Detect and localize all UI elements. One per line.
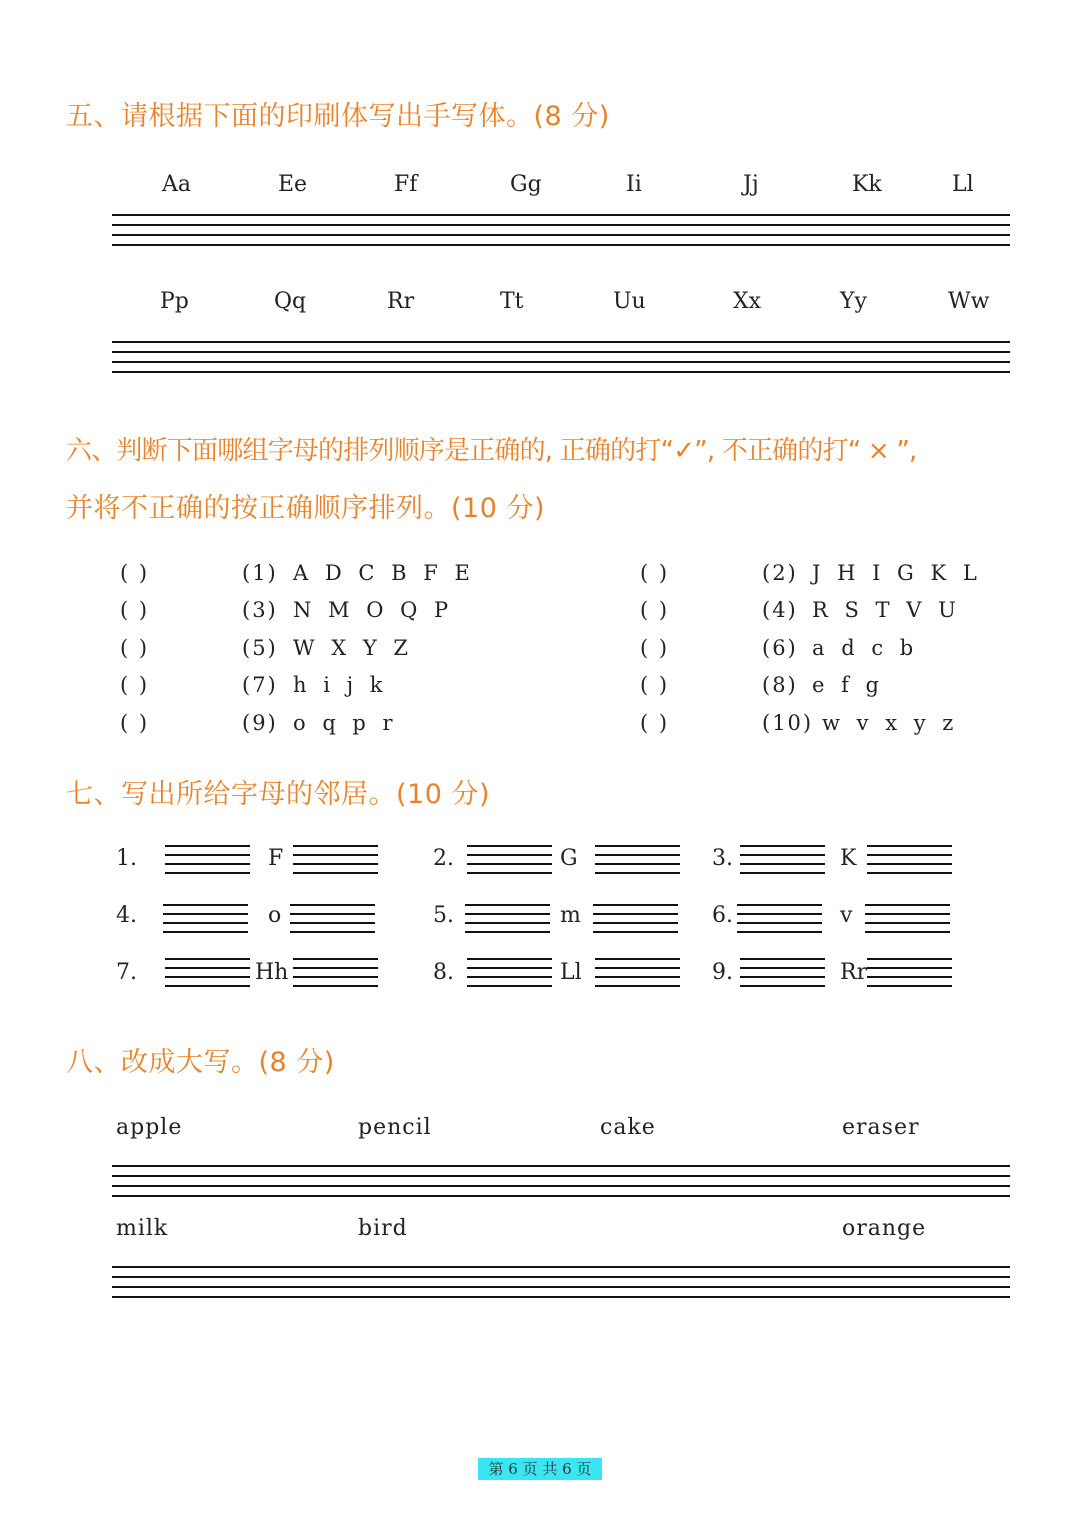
letter-sequence: R S T V U	[812, 598, 958, 622]
item-number: 7.	[116, 960, 137, 985]
item-label: (6)	[762, 636, 798, 660]
answer-paren[interactable]: ( )	[120, 673, 150, 697]
section-6-title-cont: 并将不正确的按正确顺序排列。(10 分)	[66, 493, 546, 524]
word: bird	[358, 1216, 408, 1241]
word: apple	[116, 1115, 183, 1140]
print-letter: Ii	[626, 172, 642, 197]
left-neighbor-lines[interactable]	[467, 845, 552, 875]
right-neighbor-lines[interactable]	[595, 958, 680, 988]
item-number: 4.	[116, 903, 137, 928]
print-letter: Ll	[952, 172, 974, 197]
print-letter: Pp	[160, 289, 189, 314]
given-letter: G	[560, 846, 578, 871]
item-number: 2.	[433, 846, 454, 871]
right-neighbor-lines[interactable]	[867, 845, 952, 875]
section-7-title: 七、写出所给字母的邻居。(10 分)	[66, 779, 491, 810]
answer-paren[interactable]: ( )	[640, 636, 670, 660]
left-neighbor-lines[interactable]	[165, 845, 250, 875]
given-letter: K	[840, 846, 857, 871]
print-letter: Aa	[162, 172, 192, 197]
print-letter: Xx	[733, 289, 762, 314]
answer-paren[interactable]: ( )	[120, 598, 150, 622]
writing-lines[interactable]	[112, 1165, 1010, 1199]
item-label: (2)	[762, 561, 798, 585]
section-5-title: 五、请根据下面的印刷体写出手写体。(8 分)	[66, 101, 610, 132]
letter-sequence: A D C B F E	[293, 561, 472, 585]
print-letter: Uu	[613, 289, 646, 314]
item-number: 3.	[712, 846, 733, 871]
print-letter: Gg	[510, 172, 542, 197]
right-neighbor-lines[interactable]	[293, 845, 378, 875]
word: cake	[600, 1115, 656, 1140]
answer-paren[interactable]: ( )	[120, 636, 150, 660]
word: milk	[116, 1216, 169, 1241]
item-label: (4)	[762, 598, 798, 622]
section-6-title: 六、判断下面哪组字母的排列顺序是正确的, 正确的打“✓”, 不正确的打“ × ”,	[66, 436, 917, 466]
print-letter: Ff	[394, 172, 418, 197]
given-letter: F	[268, 846, 284, 871]
right-neighbor-lines[interactable]	[865, 904, 950, 934]
print-letter: Qq	[274, 289, 307, 314]
letter-sequence: J H I G K L	[812, 561, 979, 585]
word: eraser	[842, 1115, 920, 1140]
answer-paren[interactable]: ( )	[640, 561, 670, 585]
right-neighbor-lines[interactable]	[293, 958, 378, 988]
letter-sequence: a d c b	[812, 636, 916, 660]
word: pencil	[358, 1115, 432, 1140]
left-neighbor-lines[interactable]	[163, 904, 248, 934]
letter-sequence: e f g	[812, 673, 881, 697]
item-label: (10)	[762, 711, 814, 735]
item-label: (3)	[242, 598, 278, 622]
print-letter: Tt	[500, 289, 524, 314]
print-letter: Ww	[948, 289, 990, 314]
item-label: (5)	[242, 636, 278, 660]
given-letter: v	[840, 903, 853, 928]
right-neighbor-lines[interactable]	[595, 845, 680, 875]
item-label: (8)	[762, 673, 798, 697]
given-letter: Rr	[840, 960, 868, 985]
item-number: 6.	[712, 903, 733, 928]
letter-sequence: o q p r	[293, 711, 395, 735]
writing-lines[interactable]	[112, 341, 1010, 375]
print-letter: Rr	[387, 289, 415, 314]
left-neighbor-lines[interactable]	[467, 958, 552, 988]
right-neighbor-lines[interactable]	[867, 958, 952, 988]
print-letter: Ee	[278, 172, 308, 197]
writing-lines[interactable]	[112, 214, 1010, 248]
answer-paren[interactable]: ( )	[640, 711, 670, 735]
answer-paren[interactable]: ( )	[120, 711, 150, 735]
left-neighbor-lines[interactable]	[465, 904, 550, 934]
page-number: 第 6 页 共 6 页	[478, 1458, 602, 1480]
section-8-title: 八、改成大写。(8 分)	[66, 1047, 335, 1078]
item-number: 9.	[712, 960, 733, 985]
given-letter: o	[268, 903, 282, 928]
item-number: 1.	[116, 846, 137, 871]
given-letter: m	[560, 903, 581, 928]
item-label: (9)	[242, 711, 278, 735]
left-neighbor-lines[interactable]	[165, 958, 250, 988]
answer-paren[interactable]: ( )	[640, 598, 670, 622]
print-letter: Jj	[743, 172, 759, 197]
word: orange	[842, 1216, 927, 1241]
given-letter: Ll	[560, 960, 582, 985]
answer-paren[interactable]: ( )	[120, 561, 150, 585]
left-neighbor-lines[interactable]	[740, 958, 825, 988]
item-label: (1)	[242, 561, 278, 585]
left-neighbor-lines[interactable]	[737, 904, 822, 934]
letter-sequence: h i j k	[293, 673, 385, 697]
answer-paren[interactable]: ( )	[640, 673, 670, 697]
letter-sequence: w v x y z	[822, 711, 956, 735]
print-letter: Kk	[852, 172, 882, 197]
left-neighbor-lines[interactable]	[740, 845, 825, 875]
item-label: (7)	[242, 673, 278, 697]
print-letter: Yy	[840, 289, 867, 314]
right-neighbor-lines[interactable]	[593, 904, 678, 934]
right-neighbor-lines[interactable]	[290, 904, 375, 934]
letter-sequence: W X Y Z	[293, 636, 411, 660]
item-number: 5.	[433, 903, 454, 928]
item-number: 8.	[433, 960, 454, 985]
writing-lines[interactable]	[112, 1266, 1010, 1300]
given-letter: Hh	[255, 960, 289, 985]
letter-sequence: N M O Q P	[293, 598, 451, 622]
